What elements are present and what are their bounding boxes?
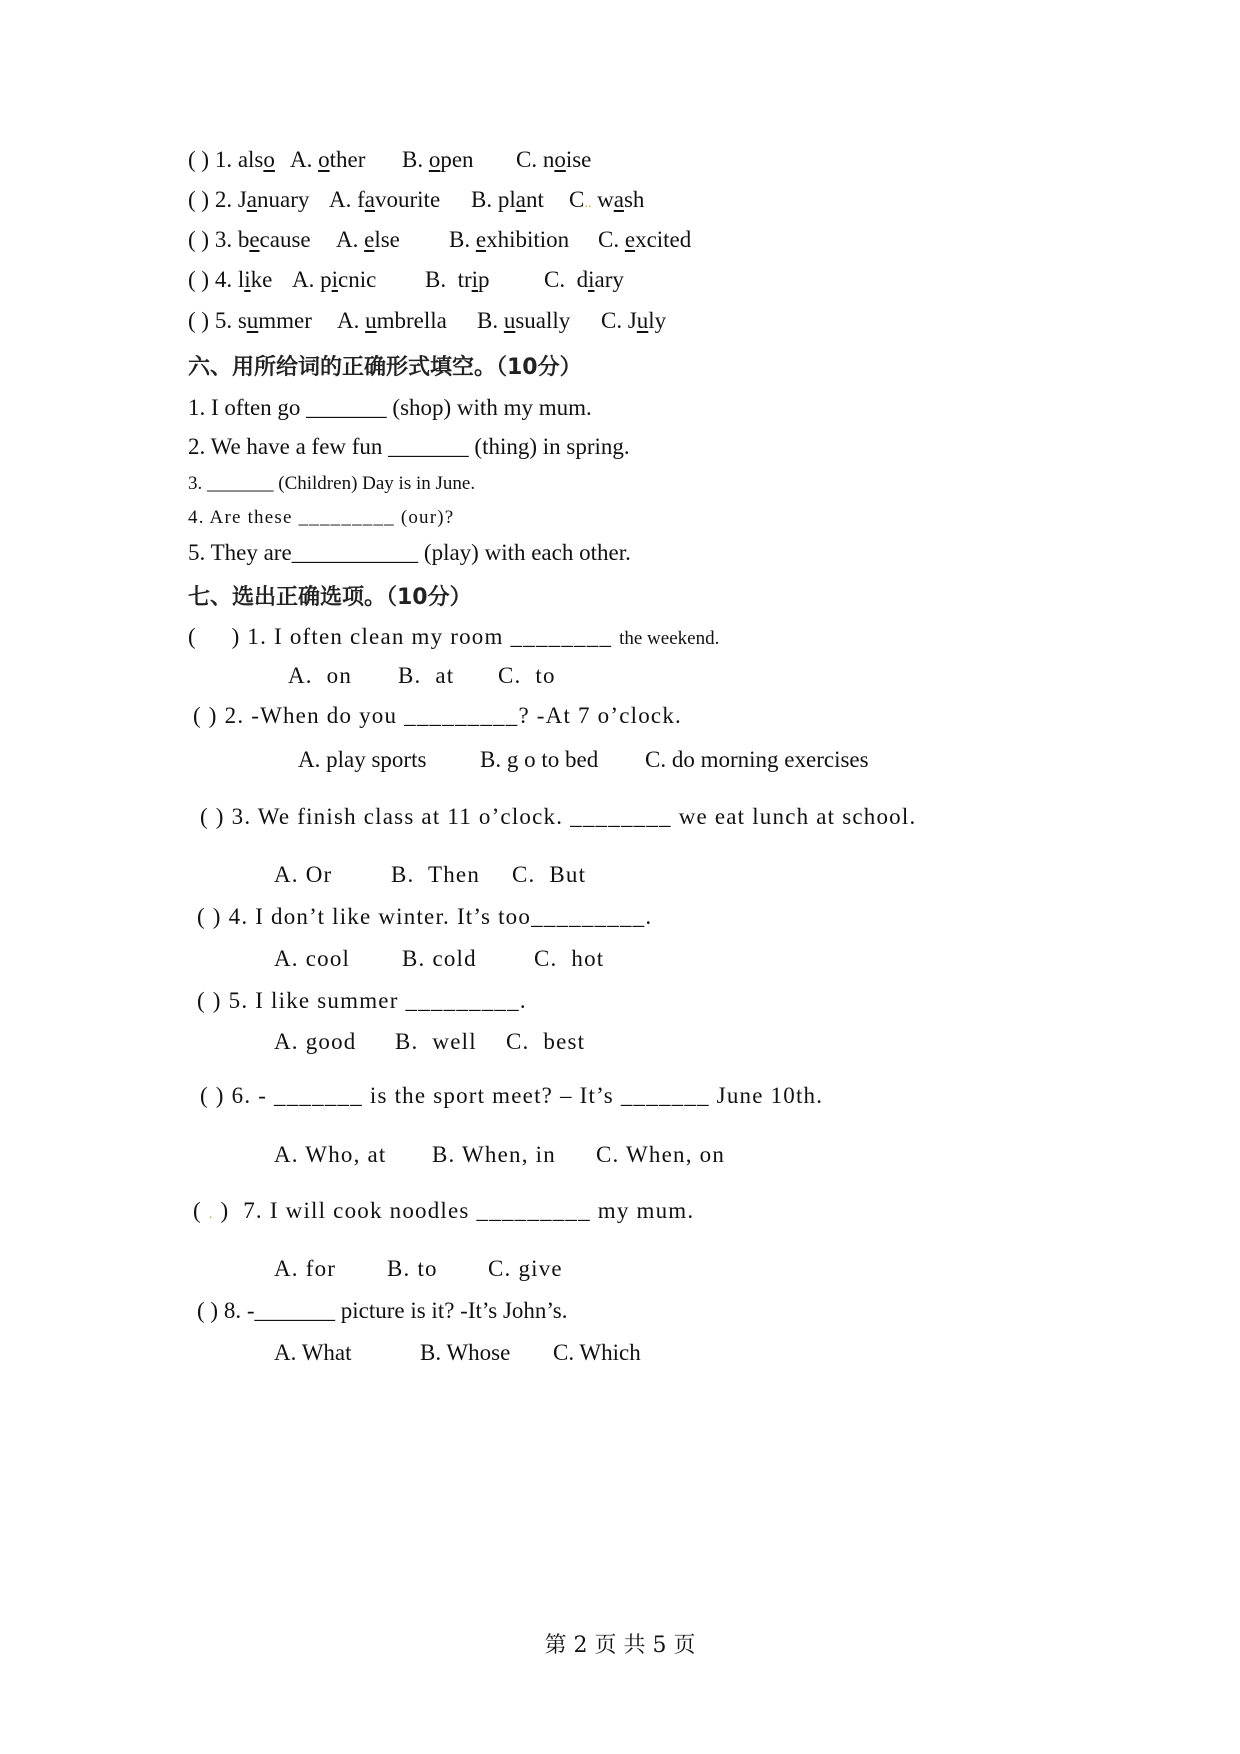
choice-options: A. What B. Whose C. Which — [274, 1340, 641, 1365]
fill-item: 5. They are___________ (play) with each other. — [188, 540, 631, 565]
fill-item: 2. We have a few fun _______ (thing) in spring. — [188, 434, 630, 459]
fill-item: 3. _______ (Children) Day is in June. — [188, 473, 476, 494]
choice-question: ( ) 2. -When do you _________? -At 7 o’clock. — [193, 703, 682, 728]
option-b: B. trip — [425, 267, 490, 292]
option-c: C. diary — [544, 267, 624, 292]
option-a: A. favourite — [329, 187, 441, 212]
choice-question: ( ) 8. -_______ picture is it? -It’s John’s. — [197, 1298, 568, 1323]
phonics-row: ( ) 2. January A. favourite B. plant C.. wash — [188, 186, 309, 214]
phonics-row: ( ) 3. because A. else B. exhibition C. excited — [188, 227, 692, 252]
option-c: C. July — [601, 308, 667, 333]
section-7-title: 七、选出正确选项。（10分） — [188, 585, 472, 610]
choice-options: A. Or B. Then C. But — [274, 862, 587, 887]
option-c: C. noise — [516, 147, 592, 172]
option-b: B. exhibition — [449, 227, 570, 252]
option-a: A. umbrella — [337, 308, 447, 333]
option-a: A. picnic — [292, 267, 377, 292]
phonics-row: ( ) 5. summer A. umbrella B. usually C. July — [188, 308, 667, 333]
page-footer: 第 2 页 共 5 页 — [544, 1633, 696, 1658]
choice-question: ( . ) 7. I will cook noodles _________ my mum. — [193, 1198, 695, 1223]
section-6-title: 六、用所给词的正确形式填空。（10分） — [188, 355, 582, 380]
option-b: B. usually — [477, 308, 571, 333]
fill-item: 4. Are these _________ (our)? — [188, 507, 455, 528]
choice-question: ( ) 4. I don’t like winter. It’s too_________. — [197, 904, 653, 929]
phonics-row: ( ) 1. also A. other B. open C. noise — [188, 147, 592, 172]
option-c: C. excited — [598, 227, 692, 252]
choice-question: ( ) 3. We finish class at 11 o’clock. ________ we eat lunch at school. — [200, 804, 917, 829]
option-b: B. open — [402, 147, 474, 172]
choice-options: A. for B. to C. give — [274, 1256, 563, 1281]
choice-options: A. good B. well C. best — [274, 1029, 586, 1054]
choice-options: A. cool B. cold C. hot — [274, 946, 605, 971]
phonics-row: ( ) 4. like A. picnic B. trip C. diary — [188, 267, 624, 292]
option-a: A. other — [290, 147, 366, 172]
choice-options: A. play sports B. g o to bed C. do morning exercises — [298, 747, 869, 772]
choice-options: A. on B. at C. to — [288, 663, 556, 688]
option-b: B. plant — [471, 187, 544, 212]
choice-options: A. Who, at B. When, in C. When, on — [274, 1142, 726, 1167]
choice-question: ( ) 5. I like summer _________. — [197, 988, 527, 1013]
option-c: C.. wash — [569, 187, 645, 212]
fill-item: 1. I often go _______ (shop) with my mum. — [188, 395, 592, 420]
choice-question: ( ) 6. - _______ is the sport meet? – It’s _______ June 10th. — [200, 1083, 824, 1108]
option-a: A. else — [336, 227, 400, 252]
choice-question: ( ) 1. I often clean my room ________ the weekend. — [188, 624, 720, 649]
